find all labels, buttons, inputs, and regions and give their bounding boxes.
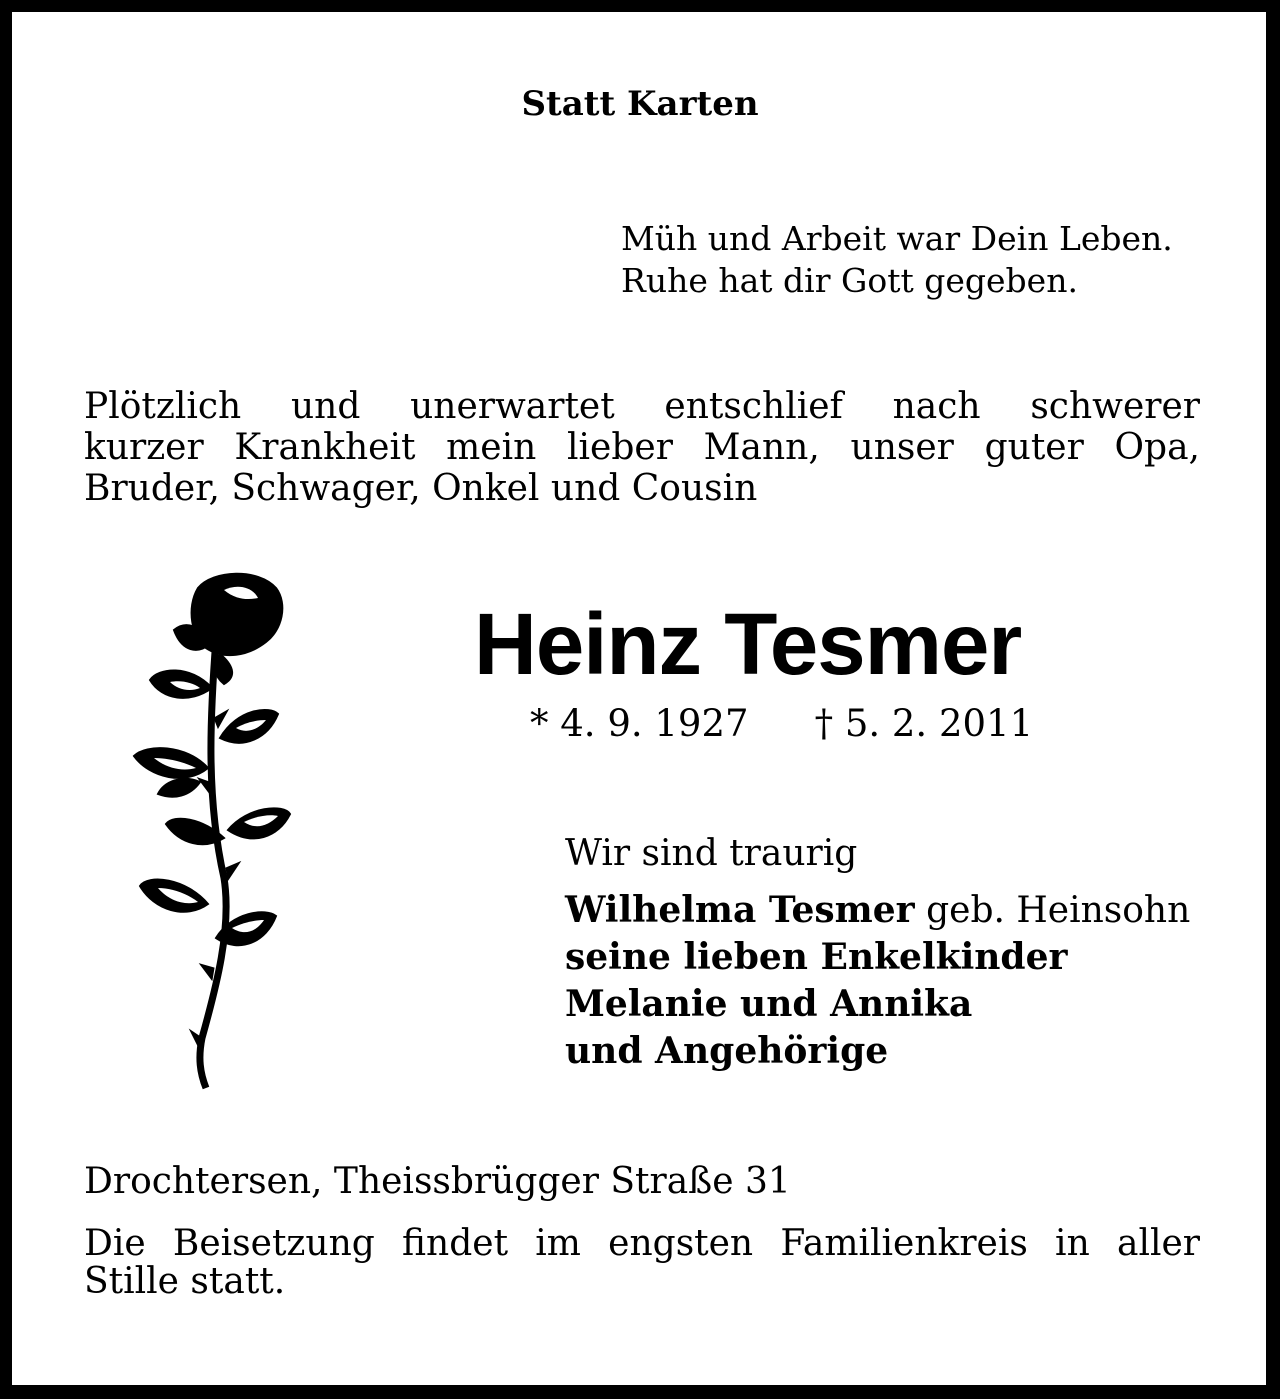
death-date: † 5. 2. 2011	[814, 702, 1034, 745]
intro-text	[84, 386, 1200, 509]
mourner-line-1: seine lieben Enkelkinder	[565, 936, 1068, 978]
burial-notice	[84, 1225, 1200, 1301]
birth-date: * 4. 9. 1927	[530, 702, 749, 745]
intro-line-1: Plötzlich und unerwartet entschlief nach schwerer	[84, 386, 1200, 427]
address: Drochtersen, Theissbrügger Straße 31	[84, 1161, 791, 1202]
motto-line-1: Müh und Arbeit war Dein Leben.	[621, 219, 1173, 258]
header-statt-karten: Statt Karten	[521, 84, 759, 124]
burial-line-1: Die Beisetzung findet im engsten Familienkreis in aller	[84, 1223, 1200, 1264]
mourner-line-3: und Angehörige	[565, 1030, 889, 1072]
deceased-name: Heinz Tesmer	[474, 596, 1022, 693]
intro-line-2: kurzer Krankheit mein lieber Mann, unser guter Opa,	[84, 427, 1200, 468]
mourners-block	[565, 830, 1190, 1075]
life-dates	[530, 702, 1033, 746]
rose-icon	[128, 568, 298, 1093]
motto-verse	[621, 218, 1173, 302]
mourner-wife	[565, 887, 1190, 934]
wife-maiden-name: geb. Heinsohn	[914, 890, 1191, 931]
burial-line-2: Stille statt.	[84, 1261, 286, 1302]
mourner-line-2: Melanie und Annika	[565, 983, 973, 1025]
intro-line-3: Bruder, Schwager, Onkel und Cousin	[84, 468, 758, 509]
mourners-lead: Wir sind traurig	[565, 833, 858, 874]
motto-line-2: Ruhe hat dir Gott gegeben.	[621, 261, 1078, 300]
wife-name: Wilhelma Tesmer	[565, 889, 915, 931]
